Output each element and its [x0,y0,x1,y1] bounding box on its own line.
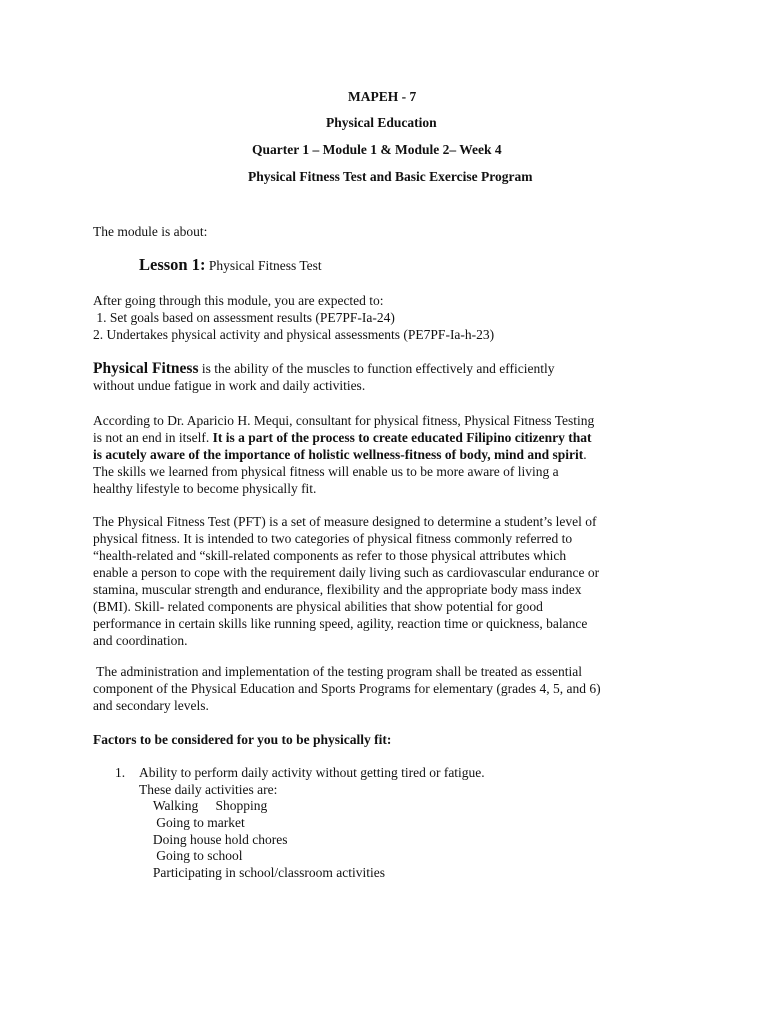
pft-line-8: and coordination. [93,633,188,648]
pft-line-5: stamina, muscular strength and endurance, flexibility and the appropriate body mass index [93,582,582,597]
factors-heading: Factors to be considered for you to be physically fit: [93,732,392,747]
activity-item: Walking Shopping [139,798,253,813]
activity-item: Participating in school/classroom activities [139,865,378,880]
pft-line-3: “health-related and “skill-related components as refer to those physical attributes which [93,548,567,563]
module-intro: The module is about: [93,224,208,239]
mequi-line-1: According to Dr. Aparicio H. Mequi, consultant for physical fitness, Physical Fitness Testing [93,413,595,428]
subject-subtitle: Physical Education [326,115,437,130]
objective-item-2: 2. Undertakes physical activity and physical assessments (PE7PF-Ia-h-23) [93,327,495,342]
factor-item-number: 1. [115,765,126,780]
activity-item: Going to market [139,815,238,830]
quarter-module-line: Quarter 1 – Module 1 & Module 2– Week 4 [252,142,502,157]
administration-paragraph [93,663,693,714]
factor-sub-lead: These daily activities are: [139,782,278,797]
pft-line-1: The Physical Fitness Test (PFT) is a set of measure designed to determine a student’s level of [93,514,597,529]
definition-text-2: without undue fatigue in work and daily activities. [93,378,366,393]
mequi-line-3-bold: is acutely aware of the importance of holistic wellness-fitness of body, mind and spirit [93,447,584,462]
lesson-heading [139,256,322,274]
module-title: Physical Fitness Test and Basic Exercise Program [248,169,533,184]
objectives-block [93,292,693,343]
pft-line-6: (BMI). Skill- related components are physical abilities that show potential for good [93,599,543,614]
mequi-paragraph [93,412,693,497]
subject-title: MAPEH - 7 [348,89,417,104]
mequi-line-4: The skills we learned from physical fitness will enable us to be more aware of living a [93,464,559,479]
factor-item-text: Ability to perform daily activity without getting tired or fatigue. [139,765,485,780]
lesson-label: Lesson 1: [139,255,206,274]
mequi-line-2-plain: is not an end in itself. [93,430,213,445]
objective-item-1: 1. Set goals based on assessment results (PE7PF-Ia-24) [93,310,395,325]
mequi-line-3-end: . [583,447,587,462]
mequi-line-2-bold: It is a part of the process to create educated Filipino citizenry that [212,430,592,445]
activity-item: Doing house hold chores [139,832,281,847]
pft-line-2: physical fitness. It is intended to two categories of physical fitness commonly referred to [93,531,573,546]
pft-line-4: enable a person to cope with the requirement daily living such as cardiovascular endurance or [93,565,600,580]
admin-line-1: The administration and implementation of the testing program shall be treated as essential [93,664,582,679]
definition-paragraph [93,360,693,394]
admin-line-3: and secondary levels. [93,698,209,713]
pft-line-7: performance in certain skills like running speed, agility, reaction time or quickness, balance [93,616,588,631]
admin-line-2: component of the Physical Education and Sports Programs for elementary (grades 4, 5, and 6) [93,681,601,696]
objectives-lead: After going through this module, you are expected to: [93,293,384,308]
pft-paragraph [93,513,693,649]
lesson-title: Physical Fitness Test [208,258,322,273]
activity-item: Going to school [139,848,236,863]
definition-term: Physical Fitness [93,360,199,377]
definition-text-1: is the ability of the muscles to function effectively and efficiently [198,361,555,376]
mequi-line-5: healthy lifestyle to become physically fit. [93,481,317,496]
